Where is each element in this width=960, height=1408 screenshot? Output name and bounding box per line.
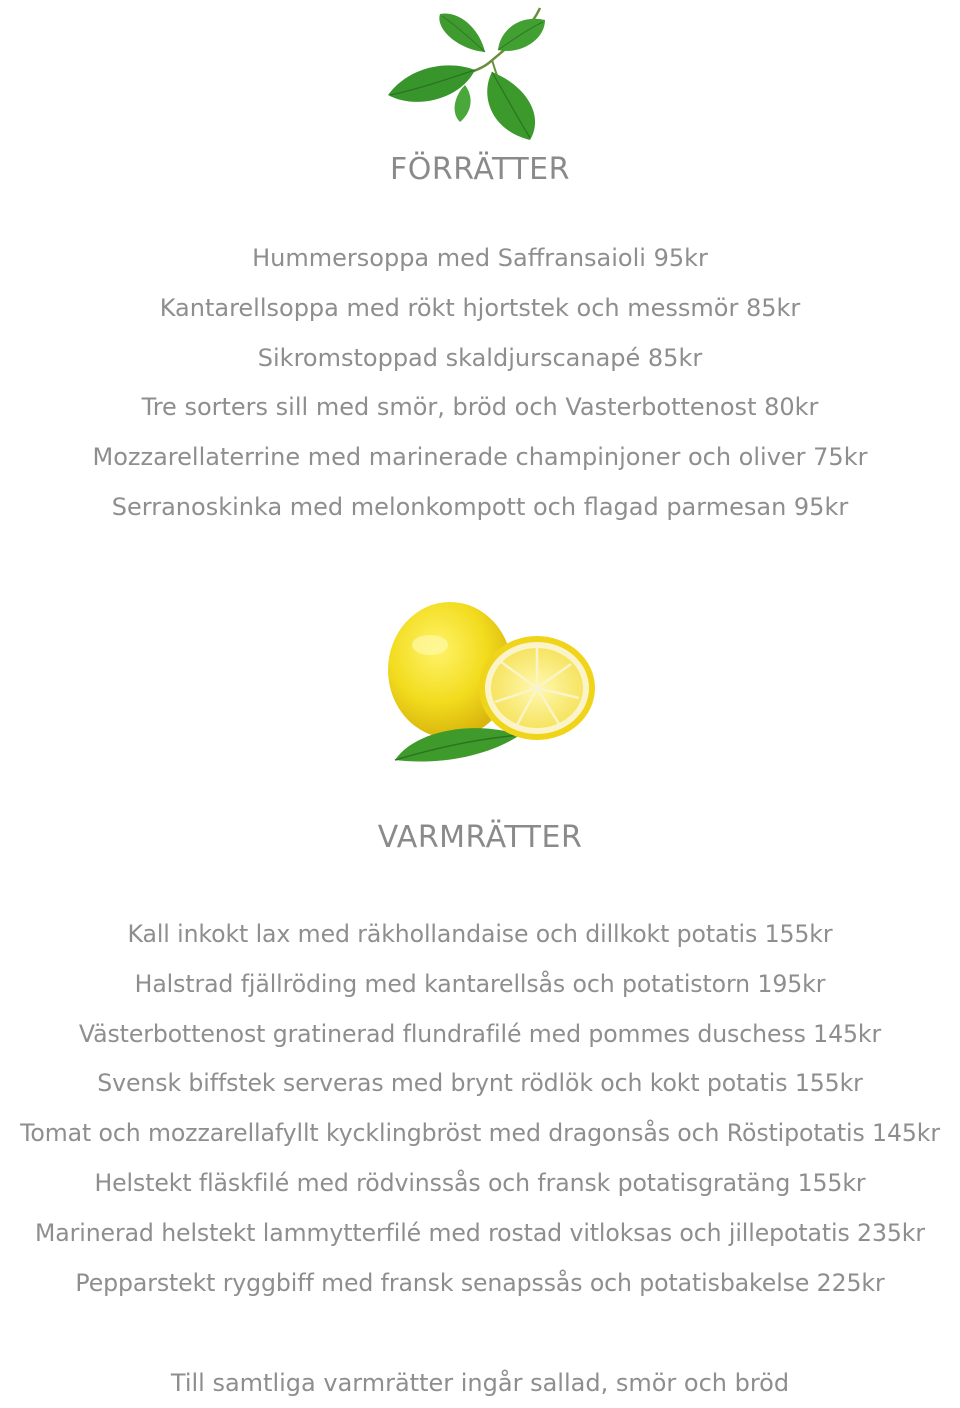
list-item: Halstrad fjällröding med kantarellsås och potatistorn 195kr (134, 969, 826, 998)
lemon-icon (355, 590, 605, 770)
list-item: Helstekt fläskfilé med rödvinssås och fransk potatisgratäng 155kr (94, 1168, 866, 1197)
list-item: Mozzarellaterrine med marinerade champinjoner och oliver 75kr (92, 443, 868, 472)
list-item: Svensk biffstek serveras med brynt rödlök och kokt potatis 155kr (97, 1069, 863, 1098)
starters-list (0, 234, 960, 533)
footer-note: Till samtliga varmrätter ingår sallad, smör och bröd (170, 1369, 790, 1397)
list-item: Västerbottenost gratinerad flundrafilé med pommes duschess 145kr (78, 1019, 882, 1048)
list-item: Marinerad helstekt lammytterfilé med rostad vitloksas och jillepotatis 235kr (35, 1218, 925, 1247)
mains-heading: VARMRÄTTER (377, 820, 583, 855)
list-item: Tre sorters sill med smör, bröd och Vasterbottenost 80kr (141, 393, 819, 422)
list-item: Pepparstekt ryggbiff med fransk senapssås och potatisbakelse 225kr (75, 1268, 885, 1297)
list-item: Sikromstoppad skaldjurscanapé 85kr (257, 343, 703, 372)
list-item: Tomat och mozzarellafyllt kycklingbröst med dragonsås och Röstipotatis 145kr (20, 1119, 940, 1148)
list-item: Serranoskinka med melonkompott och flagad parmesan 95kr (111, 492, 849, 521)
list-item: Hummersoppa med Saffransaioli 95kr (252, 244, 708, 272)
starters-heading: FÖRRÄTTER (390, 152, 570, 187)
mains-list (0, 910, 960, 1308)
list-item: Kall inkokt lax med räkhollandaise och dillkokt potatis 155kr (127, 920, 833, 948)
list-item: Kantarellsoppa med rökt hjortstek och messmör 85kr (159, 293, 801, 322)
mint-leaf-icon (380, 0, 570, 148)
